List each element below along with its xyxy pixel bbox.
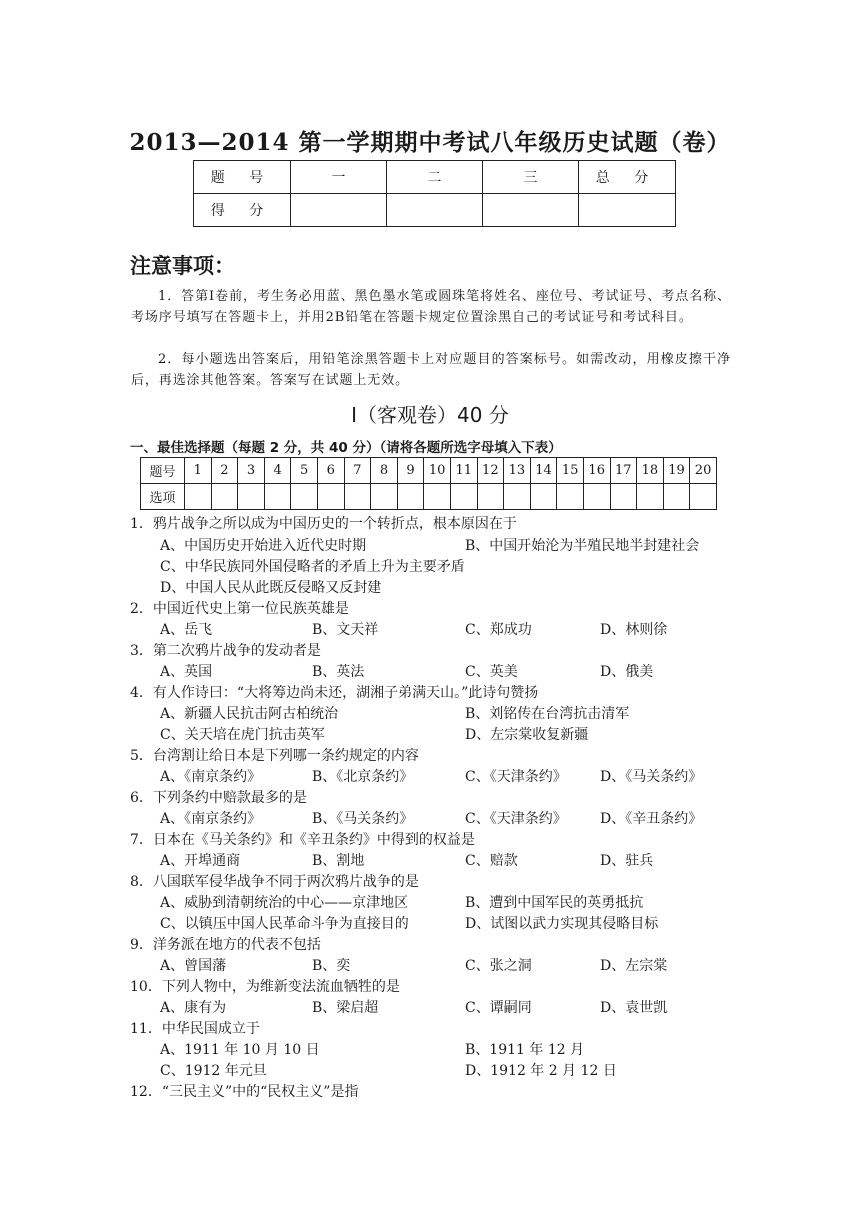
question-11-option-c: C、1912 年元旦 — [160, 1063, 267, 1079]
question-4-option-a: A、新疆人民抗击阿古柏统治 — [160, 706, 339, 722]
question-3-option-c: C、英美 — [465, 664, 518, 680]
question-7-option-d: D、驻兵 — [600, 853, 654, 869]
answer-choice-cell[interactable] — [344, 484, 371, 510]
answer-choice-cell[interactable] — [637, 484, 664, 510]
score-table-cell: 题 号 — [194, 161, 291, 194]
score-table-score-row — [194, 194, 676, 227]
question-1-option-b: B、中国开始沦为半殖民地半封建社会 — [465, 538, 700, 554]
answer-choice-cell[interactable] — [610, 484, 637, 510]
question-7-option-b: B、割地 — [312, 853, 365, 869]
answer-number-cell: 9 — [397, 458, 424, 484]
question-11-option-d: D、1912 年 2 月 12 日 — [465, 1063, 617, 1079]
answer-table — [140, 457, 717, 510]
question-4-option-c: C、关天培在虎门抗击英军 — [160, 727, 325, 743]
question-9-option-b: B、奕 — [312, 958, 351, 974]
question-7-option-a: A、开埠通商 — [160, 853, 241, 869]
question-9-option-c: C、张之洞 — [465, 958, 532, 974]
answer-choice-cell[interactable] — [477, 484, 504, 510]
answer-choice-cell[interactable] — [211, 484, 238, 510]
question-4-stem: 4．有人作诗曰：“大将筹边尚未还，湖湘子弟满天山。”此诗句赞扬 — [130, 685, 539, 701]
question-9-option-a: A、曾国藩 — [160, 958, 227, 974]
question-8-option-c: C、以镇压中国人民革命斗争为直接目的 — [160, 916, 409, 932]
question-6-option-d: D、《辛丑条约》 — [600, 811, 703, 827]
answer-choice-cell[interactable] — [238, 484, 265, 510]
answer-table-label: 选项 — [141, 484, 185, 510]
answer-table-number-row — [141, 458, 717, 484]
question-8-option-b: B、遭到中国军民的英勇抵抗 — [465, 895, 644, 911]
answer-number-cell: 11 — [450, 458, 477, 484]
answer-table-choice-row — [141, 484, 717, 510]
question-11-option-a: A、1911 年 10 月 10 日 — [160, 1042, 320, 1058]
answer-number-cell: 14 — [530, 458, 557, 484]
score-table-cell: 三 — [483, 161, 579, 194]
answer-number-cell: 7 — [344, 458, 371, 484]
question-6-option-a: A、《南京条约》 — [160, 811, 262, 827]
answer-number-cell: 5 — [291, 458, 318, 484]
notice-title: 注意事项： — [130, 254, 235, 278]
question-3-stem: 3．第二次鸦片战争的发动者是 — [130, 643, 321, 659]
score-table-header-row — [194, 161, 676, 194]
question-5-option-d: D、《马关条约》 — [600, 769, 703, 785]
answer-choice-cell[interactable] — [424, 484, 451, 510]
section-title: Ⅰ（客观卷）40 分 — [351, 403, 509, 427]
answer-choice-cell[interactable] — [264, 484, 291, 510]
question-3-option-a: A、英国 — [160, 664, 213, 680]
answer-number-cell: 12 — [477, 458, 504, 484]
exam-title: 2013—2014 第一学期期中考试八年级历史试题（卷） — [129, 129, 731, 156]
question-2-option-a: A、岳飞 — [160, 622, 213, 638]
answer-choice-cell[interactable] — [397, 484, 424, 510]
question-9-stem: 9．洋务派在地方的代表不包括 — [130, 937, 321, 953]
question-6-option-b: B、《马关条约》 — [312, 811, 414, 827]
answer-choice-cell[interactable] — [371, 484, 398, 510]
question-10-option-c: C、谭嗣同 — [465, 1000, 532, 1016]
answer-number-cell: 17 — [610, 458, 637, 484]
question-8-option-d: D、试图以武力实现其侵略目标 — [465, 916, 659, 932]
answer-number-cell: 1 — [185, 458, 212, 484]
notice-item-1: 1．答第Ⅰ卷前，考生务必用蓝、黑色墨水笔或圆珠笔将姓名、座位号、考试证号、考点名称、考场序号填写在答题卡上，并用2B铅笔在答题卡规定位置涂黑自己的考试证号和考试科目。 — [131, 289, 731, 325]
question-7-option-c: C、赔款 — [465, 853, 518, 869]
question-4-option-d: D、左宗棠收复新疆 — [465, 727, 589, 743]
answer-number-cell: 13 — [504, 458, 531, 484]
answer-choice-cell[interactable] — [557, 484, 584, 510]
score-table-cell: 得 分 — [194, 194, 291, 227]
answer-choice-cell[interactable] — [690, 484, 717, 510]
answer-number-cell: 19 — [663, 458, 690, 484]
question-12-stem: 12．“三民主义”中的“民权主义”是指 — [130, 1084, 359, 1100]
question-11-option-b: B、1911 年 12 月 — [465, 1042, 585, 1058]
score-table-cell: 二 — [387, 161, 483, 194]
question-1-stem: 1．鸦片战争之所以成为中国历史的一个转折点，根本原因在于 — [130, 516, 517, 532]
answer-number-cell: 20 — [690, 458, 717, 484]
question-10-option-a: A、康有为 — [160, 1000, 227, 1016]
question-9-option-d: D、左宗棠 — [600, 958, 668, 974]
answer-choice-cell[interactable] — [450, 484, 477, 510]
question-10-option-b: B、梁启超 — [312, 1000, 379, 1016]
answer-number-cell: 8 — [371, 458, 398, 484]
notice-item-2: 2．每小题选出答案后，用铅笔涂黑答题卡上对应题目的答案标号。如需改动，用橡皮擦干净后，再选涂其他答案。答案写在试题上无效。 — [131, 352, 731, 388]
question-1-option-c: C、中华民族同外国侵略者的矛盾上升为主要矛盾 — [160, 559, 465, 575]
question-10-option-d: D、袁世凯 — [600, 1000, 668, 1016]
score-input-cell[interactable] — [387, 194, 483, 227]
answer-choice-cell[interactable] — [530, 484, 557, 510]
question-5-option-c: C、《天津条约》 — [465, 769, 567, 785]
question-7-stem: 7．日本在《马关条约》和《辛丑条约》中得到的权益是 — [130, 832, 475, 848]
question-6-stem: 6．下列条约中赔款最多的是 — [130, 790, 307, 806]
answer-choice-cell[interactable] — [583, 484, 610, 510]
answer-number-cell: 16 — [583, 458, 610, 484]
score-input-cell[interactable] — [291, 194, 387, 227]
score-table-cell: 总 分 — [579, 161, 676, 194]
question-2-option-d: D、林则徐 — [600, 622, 668, 638]
question-5-option-b: B、《北京条约》 — [312, 769, 414, 785]
score-input-cell[interactable] — [579, 194, 676, 227]
question-5-stem: 5．台湾割让给日本是下列哪一条约规定的内容 — [130, 748, 419, 764]
question-10-stem: 10．下列人物中，为维新变法流血牺牲的是 — [130, 979, 400, 995]
question-11-stem: 11．中华民国成立于 — [130, 1021, 260, 1037]
question-5-option-a: A、《南京条约》 — [160, 769, 262, 785]
answer-number-cell: 15 — [557, 458, 584, 484]
score-input-cell[interactable] — [483, 194, 579, 227]
question-8-option-a: A、威胁到清朝统治的中心——京津地区 — [160, 895, 409, 911]
question-4-option-b: B、刘铭传在台湾抗击清军 — [465, 706, 630, 722]
answer-choice-cell[interactable] — [185, 484, 212, 510]
answer-choice-cell[interactable] — [504, 484, 531, 510]
answer-number-cell: 3 — [238, 458, 265, 484]
score-table — [193, 160, 676, 227]
answer-choice-cell[interactable] — [663, 484, 690, 510]
answer-table-label: 题号 — [141, 458, 185, 484]
question-3-option-b: B、英法 — [312, 664, 365, 680]
answer-number-cell: 4 — [264, 458, 291, 484]
question-1-option-d: D、中国人民从此既反侵略又反封建 — [160, 580, 382, 596]
question-2-stem: 2．中国近代史上第一位民族英雄是 — [130, 601, 349, 617]
question-3-option-d: D、俄美 — [600, 664, 654, 680]
score-table-cell: 一 — [291, 161, 387, 194]
answer-number-cell: 10 — [424, 458, 451, 484]
answer-choice-cell[interactable] — [317, 484, 344, 510]
answer-number-cell: 2 — [211, 458, 238, 484]
answer-number-cell: 18 — [637, 458, 664, 484]
question-2-option-c: C、郑成功 — [465, 622, 532, 638]
question-2-option-b: B、文天祥 — [312, 622, 379, 638]
question-8-stem: 8．八国联军侵华战争不同于两次鸦片战争的是 — [130, 874, 419, 890]
answer-number-cell: 6 — [317, 458, 344, 484]
question-1-option-a: A、中国历史开始进入近代史时期 — [160, 538, 367, 554]
question-6-option-c: C、《天津条约》 — [465, 811, 567, 827]
answer-choice-cell[interactable] — [291, 484, 318, 510]
part-title: 一、最佳选择题（每题 2 分，共 40 分）（请将各题所选字母填入下表） — [130, 440, 562, 456]
